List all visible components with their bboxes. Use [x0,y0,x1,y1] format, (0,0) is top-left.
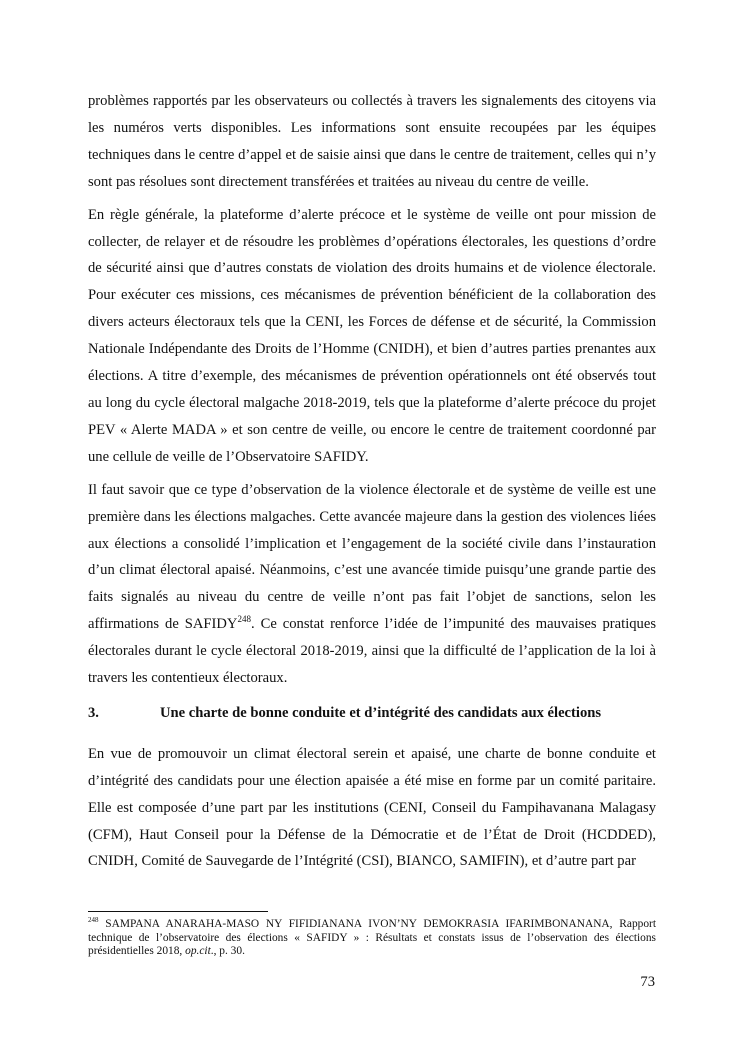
paragraph-3-text-after: . Ce constat renforce l’idée de l’impunité des mauvaises pratiques électorales durant le cycle électoral 2018-2019, ainsi que la difficulté de l’application de la loi à travers les contentieux électoraux. [88,616,657,687]
footnote-text-before: SAMPANA ANARAHA-MASO NY FIFIDIANANA IVON’NY DEMOKRASIA IFARIMBONANANA, Rapport technique de l’observatoire des élections « SAFIDY » : Résultats et constats issus de l’observation des élections présidentielles 2018, [88,918,656,958]
paragraph-3 [88,477,656,692]
section-title: Une charte de bonne conduite et d’intégrité des candidats aux élections [160,704,602,721]
footnote-divider [88,911,268,912]
paragraph-4: En vue de promouvoir un climat électoral serein et apaisé, une charte de bonne conduite et d’intégrité des candidats pour une élection apaisée a été mise en forme par un comité paritaire. Elle est composée d’une part par les institutions (CENI, Conseil du Fampihavanana Malagasy (CFM), Haut Conseil pour la Défense de la Démocratie et de l’État de Droit (HCDDED), CNIDH, Comité de Sauvegarde de l’Intégrité (CSI), BIANCO, SAMIFIN), et d’autre part par [88,745,656,870]
footnote-text-after: ., p. 30. [210,945,245,958]
footnote-number: 248 [88,916,99,925]
footnote [88,918,656,959]
page-number: 73 [640,974,655,990]
paragraph-2: En règle générale, la plateforme d’alerte précoce et le système de veille ont pour mission de collecter, de relayer et de résoudre les problèmes d’opérations électorales, les questions d’ordre de sécurité ainsi que d’autres constats de violation des droits humains et de violence électorale. Pour exécuter ces missions, ces mécanismes de prévention bénéficient de la collaboration des divers acteurs électoraux tels que la CENI, les Forces de défense et de sécurité, la Commission Nationale Indépendante des Droits de l’Homme (CNIDH), et bien d’autres parties prenantes aux élections. A titre d’exemple, des mécanismes de prévention opérationnels ont été observés tout au long du cycle électoral malgache 2018-2019, tels que la plateforme d’alerte précoce du projet PEV « Alerte MADA » et son centre de veille, ou encore le centre de traitement coordonné par une cellule de veille de l’Observatoire SAFIDY. [88,206,656,465]
paragraph-3-text-before: Il faut savoir que ce type d’observation de la violence électorale et de système de veille est une première dans les élections malgaches. Cette avancée majeure dans la gestion des violences liées aux élections a consolidé l’implication et l’engagement de la société civile dans l’instauration d’un climat électoral apaisé. Néanmoins, c’est une avancée timide puisqu’une grande partie des faits signalés au niveau du centre de veille n’ont pas fait l’objet de sanctions, selon les affirmations de SAFIDY [88,481,656,633]
section-number: 3. [88,704,99,721]
page-body [88,88,656,881]
footnote-italic: op.cit [185,945,211,958]
section-heading [88,700,656,727]
footnote-reference[interactable]: 248 [237,614,251,625]
paragraph-1: problèmes rapportés par les observateurs ou collectés à travers les signalements des citoyens via les numéros verts disponibles. Les informations sont ensuite recoupées par les équipes techniques dans le centre d’appel et de saisie ainsi que dans le centre de traitement, celles qui n’y sont pas résolues sont directement transférées et traitées au niveau du centre de veille. [88,93,656,190]
